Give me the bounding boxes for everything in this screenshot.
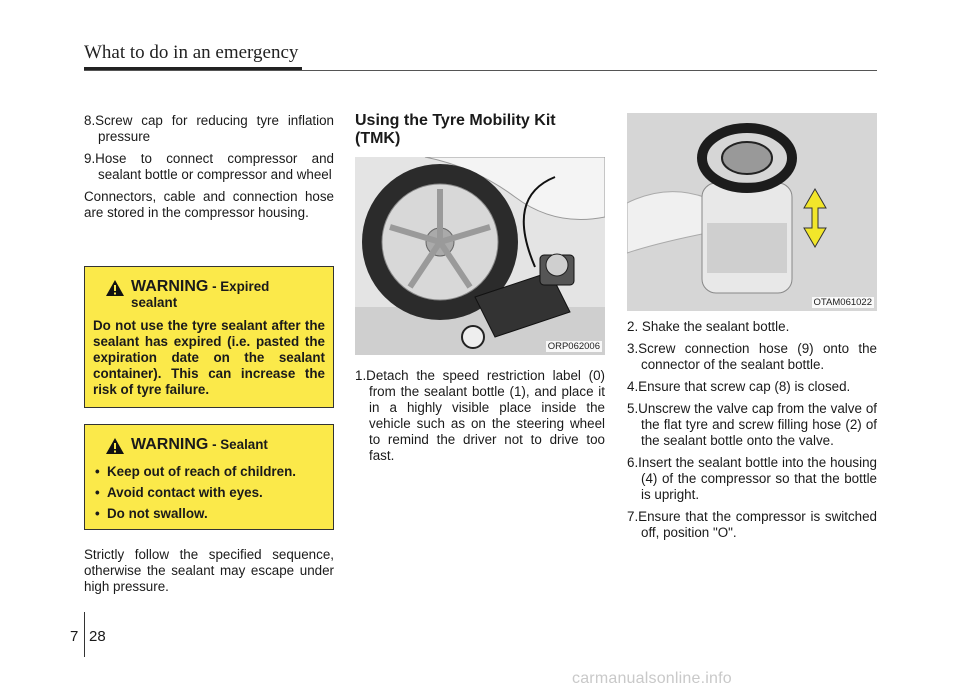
step-4: 4.Ensure that screw cap (8) is closed. xyxy=(627,379,851,394)
steps-2-7 xyxy=(627,319,877,547)
step-7: 7.Ensure that the compressor is switched off, position "O". xyxy=(627,509,877,540)
sealant-bottle-illustration xyxy=(627,113,877,311)
car-wheel-compressor-illustration xyxy=(355,157,605,355)
header-rule xyxy=(84,70,877,71)
bullet-item: • Avoid contact with eyes. xyxy=(93,485,325,501)
watermark: carmanualsonline.info xyxy=(572,670,732,687)
figure-code: ORP062006 xyxy=(547,341,600,352)
warning-box-expired-sealant xyxy=(84,266,334,408)
figure-code: OTAM061022 xyxy=(813,297,872,308)
warning-box-sealant xyxy=(84,424,334,530)
bullet-item: • Do not swallow. xyxy=(93,506,325,522)
warning-body: Do not use the tyre sealant after the sealant has expired (i.e. pasted the expiration date on the sealant container). This can increase the risk of tyre failure. xyxy=(93,318,325,397)
step-3: 3.Screw connection hose (9) onto the connector of the sealant bottle. xyxy=(627,341,877,372)
chapter-number: 7 xyxy=(70,628,79,645)
warning-title: WARNING xyxy=(131,436,209,453)
list-item-8: 8.Screw cap for reducing tyre inflation pressure xyxy=(84,113,334,144)
warning-triangle-icon xyxy=(105,437,125,455)
warning-subtitle: - Sealant xyxy=(212,437,268,452)
sequence-note: Strictly follow the specified sequence, otherwise the sealant may escape under high pressure. xyxy=(84,547,334,594)
warning-subtitle: - Expired sealant xyxy=(131,279,270,310)
warning-triangle-icon xyxy=(105,279,125,297)
step-1: 1.Detach the speed restriction label (0) from the sealant bottle (1), and place it in a highly visible place inside the vehicle such as on the steering wheel to remind the driver not to drive too fast. xyxy=(355,368,605,463)
column-1-text xyxy=(84,113,334,227)
sealant-bottle-figure xyxy=(627,113,877,311)
list-item-9: 9.Hose to connect compressor and sealant bottle or compressor and wheel xyxy=(84,151,334,182)
storage-note: Connectors, cable and connection hose are stored in the compressor housing. xyxy=(84,189,334,220)
bullet-item: • Keep out of reach of children. xyxy=(93,464,325,480)
tmk-compressor-figure xyxy=(355,157,605,355)
page-number: 28 xyxy=(89,628,106,645)
section-title: Using the Tyre Mobility Kit (TMK) xyxy=(355,112,556,147)
step-6: 6.Insert the sealant bottle into the housing (4) of the compressor so that the bottle is upright. xyxy=(627,455,877,502)
step-2: 2. Shake the sealant bottle. xyxy=(627,319,790,334)
warning-bullet-list xyxy=(93,464,325,522)
step-5: 5.Unscrew the valve cap from the valve of the flat tyre and screw filling hose (2) of the sealant bottle onto the valve. xyxy=(627,401,877,448)
page-number-rule xyxy=(84,612,85,657)
warning-title: WARNING xyxy=(131,278,209,295)
page-header-title: What to do in an emergency xyxy=(84,42,299,63)
